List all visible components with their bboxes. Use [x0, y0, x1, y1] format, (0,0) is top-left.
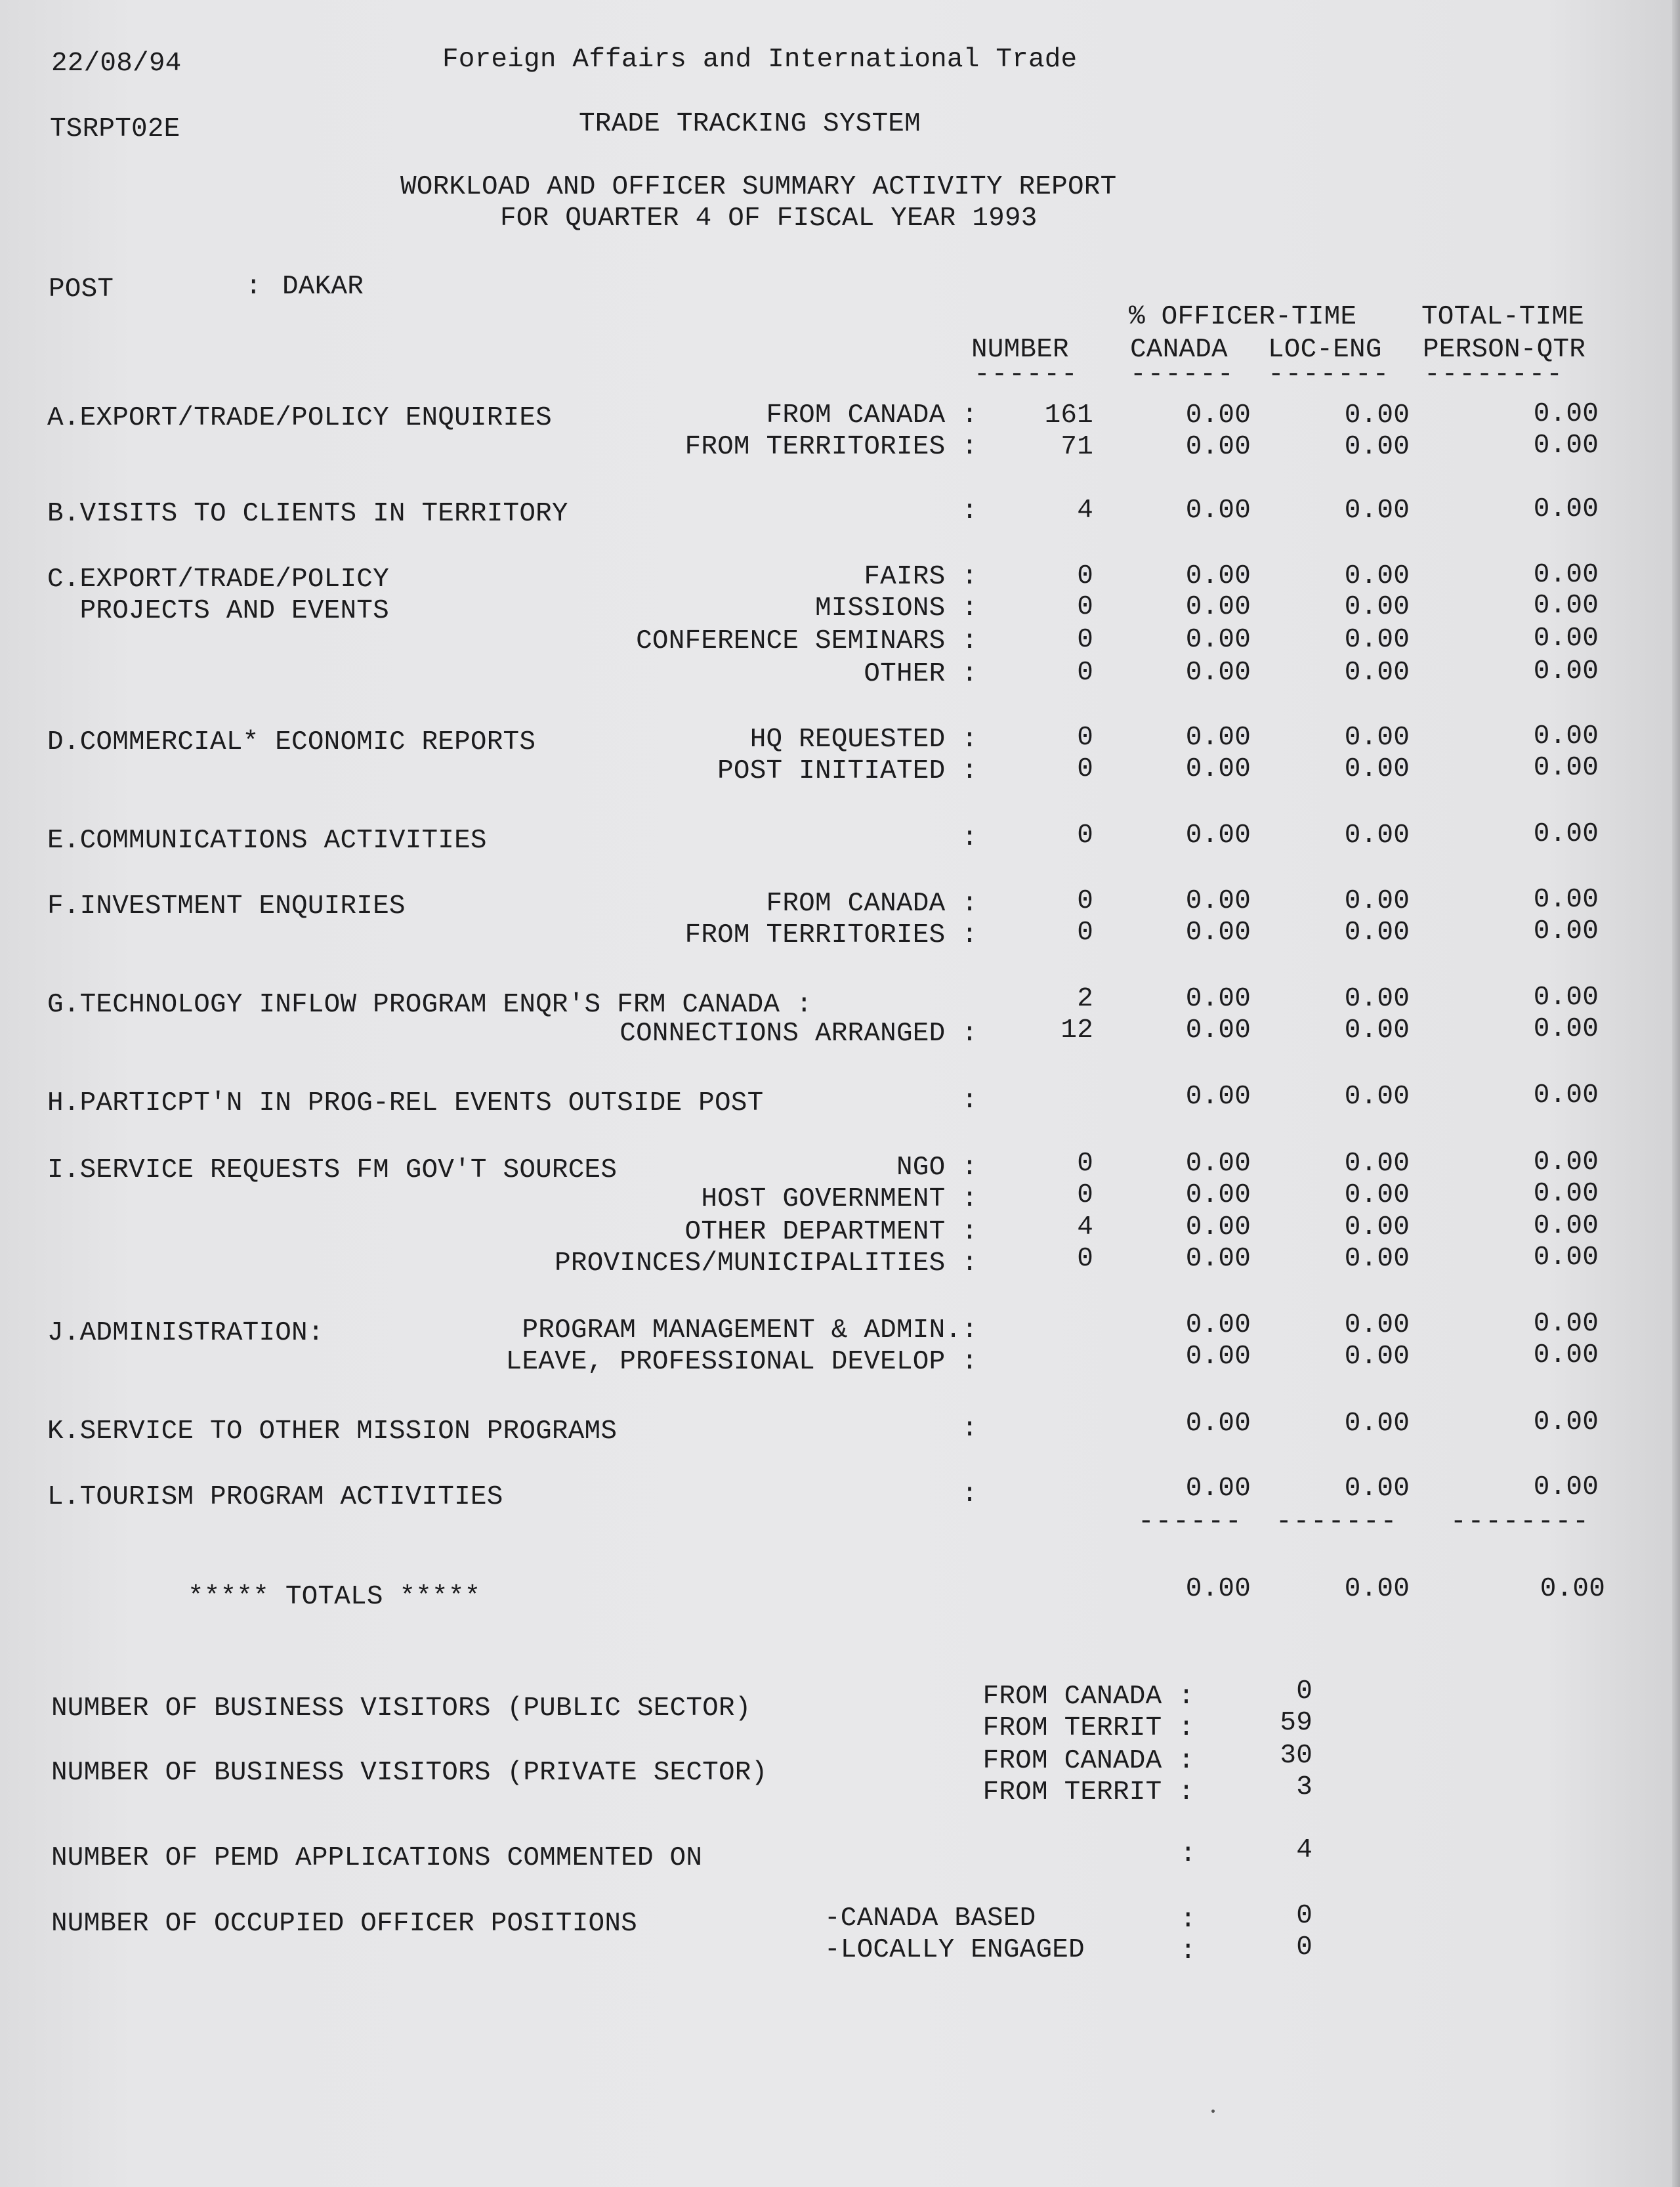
- visitor-count: 0: [1296, 1676, 1312, 1707]
- row-person-qtr: 0.00: [1533, 753, 1599, 783]
- row-person-qtr: 0.00: [1533, 1147, 1599, 1178]
- row-label: F.INVESTMENT ENQUIRIES: [47, 891, 406, 922]
- report-subtitle: FOR QUARTER 4 OF FISCAL YEAR 1993: [500, 203, 1038, 234]
- row-person-qtr: 0.00: [1533, 983, 1599, 1013]
- visitor-count: 59: [1280, 1708, 1312, 1738]
- col-underline-number: ------: [974, 360, 1079, 390]
- row-label: C.EXPORT/TRADE/POLICY: [47, 564, 389, 595]
- officers-canada-based-label: -CANADA BASED: [824, 1903, 1036, 1934]
- row-number: 0: [1077, 592, 1093, 622]
- row-label: H.PARTICPT'N IN PROG-REL EVENTS OUTSIDE POST: [47, 1088, 764, 1118]
- col-header-total-time: TOTAL-TIME: [1421, 302, 1585, 332]
- row-sublabel: NGO :: [896, 1153, 978, 1183]
- row-label: A.EXPORT/TRADE/POLICY ENQUIRIES: [47, 403, 552, 433]
- row-person-qtr: 0.00: [1533, 624, 1599, 654]
- system-name: TRADE TRACKING SYSTEM: [579, 109, 921, 139]
- row-canada: 0.00: [1185, 820, 1251, 851]
- totals-loc-eng: 0.00: [1344, 1574, 1410, 1604]
- officers-label: NUMBER OF OCCUPIED OFFICER POSITIONS: [51, 1909, 637, 1939]
- pemd-colon: :: [1180, 1839, 1196, 1869]
- pemd-label: NUMBER OF PEMD APPLICATIONS COMMENTED ON: [51, 1843, 703, 1873]
- row-person-qtr: 0.00: [1533, 1472, 1599, 1502]
- totals-underline-loc-eng: -------: [1276, 1507, 1398, 1537]
- row-canada: 0.00: [1185, 592, 1251, 622]
- col-header-number: NUMBER: [971, 335, 1069, 365]
- row-person-qtr: 0.00: [1533, 1407, 1599, 1437]
- row-canada: 0.00: [1185, 1015, 1251, 1046]
- row-person-qtr: 0.00: [1533, 885, 1599, 915]
- totals-person-qtr: 0.00: [1540, 1574, 1605, 1604]
- row-canada: 0.00: [1185, 432, 1251, 462]
- row-label: PROJECTS AND EVENTS: [47, 596, 389, 626]
- row-canada: 0.00: [1185, 754, 1251, 784]
- row-number: 161: [1044, 400, 1093, 431]
- row-loc-eng: 0.00: [1344, 1409, 1410, 1439]
- row-canada: 0.00: [1185, 918, 1251, 948]
- row-number: 0: [1077, 1149, 1093, 1179]
- row-loc-eng: 0.00: [1344, 1212, 1410, 1242]
- row-label: G.TECHNOLOGY INFLOW PROGRAM ENQR'S FRM CANADA :: [47, 990, 812, 1020]
- visitor-count: 30: [1280, 1741, 1312, 1771]
- col-header-canada: CANADA: [1130, 335, 1228, 365]
- row-sublabel: PROGRAM MANAGEMENT & ADMIN.:: [522, 1315, 978, 1346]
- row-loc-eng: 0.00: [1344, 592, 1410, 622]
- row-sublabel: CONNECTIONS ARRANGED :: [620, 1019, 978, 1049]
- row-loc-eng: 0.00: [1344, 1149, 1410, 1179]
- row-canada: 0.00: [1185, 561, 1251, 591]
- row-number: 0: [1077, 754, 1093, 784]
- row-sublabel: :: [961, 1479, 978, 1510]
- row-number: 0: [1077, 918, 1093, 948]
- row-person-qtr: 0.00: [1533, 1179, 1599, 1209]
- row-label: D.COMMERCIAL* ECONOMIC REPORTS: [47, 727, 536, 757]
- row-person-qtr: 0.00: [1533, 1211, 1599, 1241]
- col-header-person-qtr: PERSON-QTR: [1423, 335, 1586, 365]
- row-loc-eng: 0.00: [1344, 625, 1410, 655]
- row-loc-eng: 0.00: [1344, 1244, 1410, 1274]
- report-title: WORKLOAD AND OFFICER SUMMARY ACTIVITY REPORT: [400, 172, 1117, 202]
- row-loc-eng: 0.00: [1344, 754, 1410, 784]
- row-canada: 0.00: [1185, 400, 1251, 431]
- row-sublabel: FROM TERRITORIES :: [684, 920, 978, 950]
- officers-locally-engaged-label: -LOCALLY ENGAGED: [824, 1935, 1085, 1965]
- row-person-qtr: 0.00: [1533, 494, 1599, 524]
- row-person-qtr: 0.00: [1533, 1014, 1599, 1044]
- row-sublabel: FROM CANADA :: [766, 889, 978, 919]
- row-canada: 0.00: [1185, 1212, 1251, 1242]
- row-number: 4: [1077, 496, 1093, 526]
- visitor-count: 3: [1296, 1772, 1312, 1802]
- row-loc-eng: 0.00: [1344, 886, 1410, 916]
- visitor-source: FROM CANADA :: [982, 1746, 1194, 1776]
- row-canada: 0.00: [1185, 658, 1251, 688]
- row-sublabel: MISSIONS :: [814, 593, 978, 624]
- row-sublabel: POST INITIATED :: [717, 756, 978, 786]
- post-colon: :: [245, 272, 262, 302]
- row-loc-eng: 0.00: [1344, 918, 1410, 948]
- totals-label: ***** TOTALS *****: [188, 1582, 481, 1612]
- row-canada: 0.00: [1185, 1180, 1251, 1210]
- scan-speck: [1211, 2110, 1215, 2113]
- row-canada: 0.00: [1185, 723, 1251, 753]
- row-number: 0: [1077, 561, 1093, 591]
- pemd-value: 4: [1296, 1835, 1312, 1865]
- row-loc-eng: 0.00: [1344, 984, 1410, 1014]
- visitor-source: FROM CANADA :: [982, 1682, 1194, 1712]
- row-sublabel: HQ REQUESTED :: [749, 725, 978, 755]
- row-sublabel: :: [961, 823, 978, 853]
- row-person-qtr: 0.00: [1533, 591, 1599, 621]
- row-sublabel: FROM TERRITORIES :: [684, 432, 978, 462]
- col-header-loc-eng: LOC-ENG: [1268, 335, 1382, 365]
- row-loc-eng: 0.00: [1344, 496, 1410, 526]
- col-underline-canada: ------: [1130, 360, 1235, 390]
- row-number: 0: [1077, 658, 1093, 688]
- row-person-qtr: 0.00: [1533, 1080, 1599, 1111]
- row-person-qtr: 0.00: [1533, 560, 1599, 590]
- row-person-qtr: 0.00: [1533, 656, 1599, 687]
- row-canada: 0.00: [1185, 1409, 1251, 1439]
- row-number: 0: [1077, 820, 1093, 851]
- row-loc-eng: 0.00: [1344, 658, 1410, 688]
- row-label: L.TOURISM PROGRAM ACTIVITIES: [47, 1482, 503, 1512]
- report-date: 22/08/94: [51, 49, 182, 79]
- officers-locally-engaged-colon: :: [1180, 1936, 1196, 1966]
- row-person-qtr: 0.00: [1533, 431, 1599, 461]
- col-underline-person-qtr: --------: [1424, 360, 1564, 390]
- row-sublabel: :: [961, 1414, 978, 1444]
- row-loc-eng: 0.00: [1344, 1082, 1410, 1112]
- row-loc-eng: 0.00: [1344, 432, 1410, 462]
- row-canada: 0.00: [1185, 625, 1251, 655]
- row-number: 2: [1077, 984, 1093, 1014]
- row-sublabel: CONFERENCE SEMINARS :: [636, 626, 978, 656]
- row-loc-eng: 0.00: [1344, 1310, 1410, 1340]
- totals-canada: 0.00: [1185, 1574, 1251, 1604]
- row-canada: 0.00: [1185, 496, 1251, 526]
- visitor-label: NUMBER OF BUSINESS VISITORS (PRIVATE SECTOR): [51, 1758, 768, 1788]
- row-person-qtr: 0.00: [1533, 1242, 1599, 1273]
- row-sublabel: :: [961, 496, 978, 526]
- col-header-officer-time: % OFFICER-TIME: [1129, 302, 1357, 332]
- row-canada: 0.00: [1185, 1149, 1251, 1179]
- row-number: 71: [1060, 432, 1093, 462]
- row-canada: 0.00: [1185, 1082, 1251, 1112]
- visitor-label: NUMBER OF BUSINESS VISITORS (PUBLIC SECTOR): [51, 1693, 751, 1724]
- row-number: 0: [1077, 723, 1093, 753]
- officers-canada-based-value: 0: [1296, 1901, 1312, 1931]
- row-canada: 0.00: [1185, 1310, 1251, 1340]
- row-sublabel: HOST GOVERNMENT :: [701, 1184, 978, 1214]
- row-canada: 0.00: [1185, 886, 1251, 916]
- row-person-qtr: 0.00: [1533, 399, 1599, 429]
- department-name: Foreign Affairs and International Trade: [442, 45, 1078, 75]
- row-person-qtr: 0.00: [1533, 819, 1599, 849]
- officers-canada-based-colon: :: [1180, 1905, 1196, 1935]
- row-sublabel: OTHER :: [864, 659, 978, 689]
- totals-underline-person-qtr: --------: [1450, 1507, 1590, 1537]
- row-number: 4: [1077, 1212, 1093, 1242]
- row-sublabel: :: [961, 1086, 978, 1116]
- post-value: DAKAR: [282, 272, 364, 302]
- row-loc-eng: 0.00: [1344, 1342, 1410, 1372]
- row-loc-eng: 0.00: [1344, 561, 1410, 591]
- row-person-qtr: 0.00: [1533, 1309, 1599, 1339]
- row-number: 0: [1077, 625, 1093, 655]
- officers-locally-engaged-value: 0: [1296, 1932, 1312, 1963]
- row-number: 0: [1077, 886, 1093, 916]
- page-edge-shadow: [1672, 0, 1680, 2187]
- row-loc-eng: 0.00: [1344, 1180, 1410, 1210]
- row-number: 0: [1077, 1180, 1093, 1210]
- row-canada: 0.00: [1185, 1342, 1251, 1372]
- row-loc-eng: 0.00: [1344, 723, 1410, 753]
- row-label: I.SERVICE REQUESTS FM GOV'T SOURCES: [47, 1155, 618, 1185]
- row-canada: 0.00: [1185, 1244, 1251, 1274]
- row-sublabel: OTHER DEPARTMENT :: [684, 1217, 978, 1247]
- row-loc-eng: 0.00: [1344, 400, 1410, 431]
- totals-underline-canada: ------: [1138, 1507, 1243, 1537]
- row-person-qtr: 0.00: [1533, 721, 1599, 752]
- row-loc-eng: 0.00: [1344, 1474, 1410, 1504]
- row-canada: 0.00: [1185, 984, 1251, 1014]
- row-sublabel: PROVINCES/MUNICIPALITIES :: [555, 1248, 978, 1279]
- visitor-source: FROM TERRIT :: [982, 1713, 1194, 1743]
- row-sublabel: FROM CANADA :: [766, 400, 978, 431]
- row-sublabel: LEAVE, PROFESSIONAL DEVELOP :: [505, 1347, 978, 1377]
- row-number: 12: [1060, 1015, 1093, 1046]
- row-person-qtr: 0.00: [1533, 1340, 1599, 1370]
- row-loc-eng: 0.00: [1344, 1015, 1410, 1046]
- col-underline-loc-eng: -------: [1268, 360, 1391, 390]
- row-sublabel: FAIRS :: [864, 562, 978, 592]
- row-canada: 0.00: [1185, 1474, 1251, 1504]
- visitor-source: FROM TERRIT :: [982, 1777, 1194, 1808]
- report-id: TSRPT02E: [50, 114, 180, 144]
- row-label: K.SERVICE TO OTHER MISSION PROGRAMS: [47, 1416, 618, 1447]
- row-label: J.ADMINISTRATION:: [47, 1318, 324, 1348]
- row-person-qtr: 0.00: [1533, 916, 1599, 946]
- row-label: E.COMMUNICATIONS ACTIVITIES: [47, 826, 487, 856]
- row-number: 0: [1077, 1244, 1093, 1274]
- post-label: POST: [49, 274, 114, 305]
- row-label: B.VISITS TO CLIENTS IN TERRITORY: [47, 499, 568, 529]
- row-loc-eng: 0.00: [1344, 820, 1410, 851]
